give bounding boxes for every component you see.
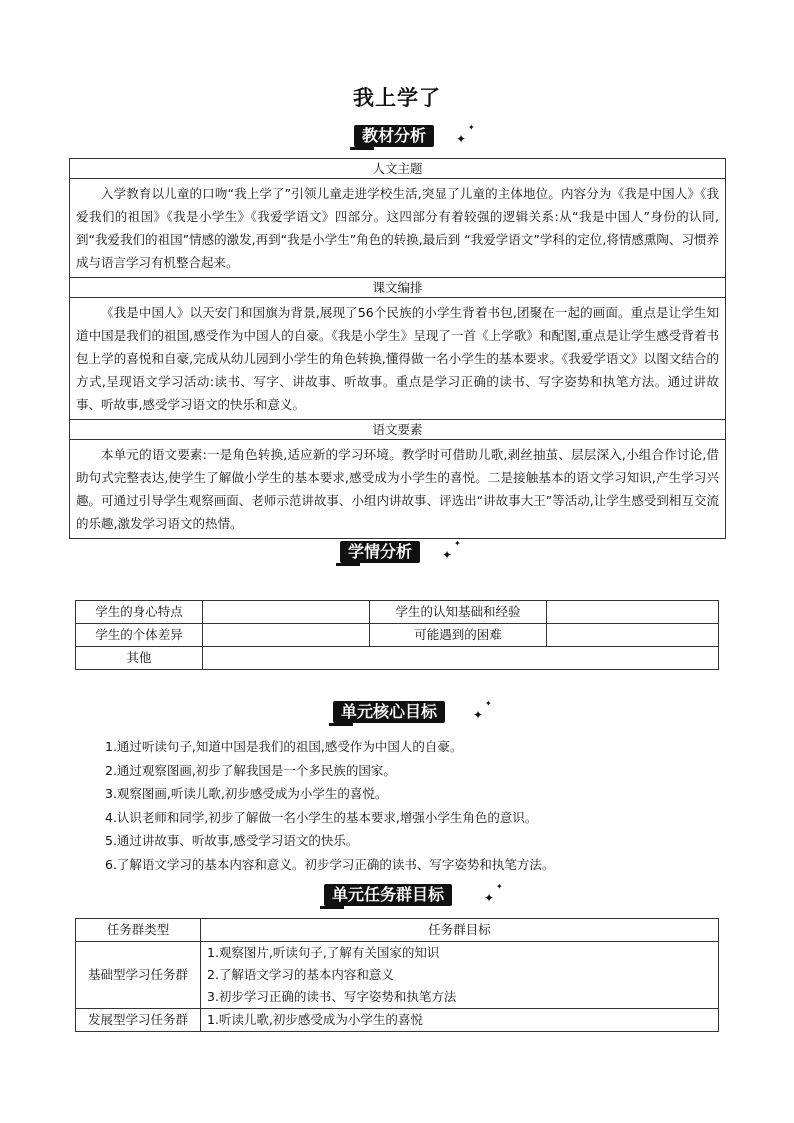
task-goal-item: 1.观察图片,听读句子,了解有关国家的知识 — [207, 945, 440, 960]
banner-underline — [336, 563, 360, 566]
goal-item: 5.通过讲故事、听故事,感受学习语文的快乐。 — [105, 833, 359, 849]
section-banner-core-goals — [333, 701, 493, 727]
task-goals-table — [75, 918, 719, 1032]
sparkle-icon: ✦ — [485, 699, 492, 708]
banner-underline — [320, 906, 344, 909]
sparkle-icon: ✦ — [473, 708, 484, 722]
learner-cell-label: 学生的认知基础和经验 — [370, 601, 547, 624]
learner-cell-value — [203, 647, 719, 670]
task-header-goal: 任务群目标 — [201, 919, 719, 942]
section-banner-label: 单元核心目标 — [333, 701, 445, 723]
core-goals-list — [105, 737, 554, 879]
learner-analysis-table — [75, 600, 719, 670]
section-banner-label: 教材分析 — [354, 125, 434, 147]
learner-cell-value — [547, 624, 719, 647]
goal-item: 1.通过听读句子,知道中国是我们的祖国,感受作为中国人的自豪。 — [105, 739, 463, 754]
goal-item: 2.通过观察图画,初步了解我国是一个多民族的国家。 — [105, 762, 396, 778]
page-title: 我上学了 — [353, 86, 441, 110]
goal-item: 3.观察图画,听读儿歌,初步感受成为小学生的喜悦。 — [105, 786, 388, 802]
task-goal-item: 1.听读儿歌,初步感受成为小学生的喜悦 — [207, 1012, 423, 1027]
sparkle-icon: ✦ — [484, 891, 495, 905]
task-goal-cell — [201, 1009, 719, 1032]
learner-cell-label: 学生的个体差异 — [76, 624, 203, 647]
learner-cell-value — [203, 601, 370, 624]
banner-underline — [350, 147, 374, 150]
analysis-text: 本单元的语文要素:一是角色转换,适应新的学习环境。教学时可借助儿歌,剥丝抽茧、层层深入,小组合作讨论,借助句式完整表达,使学生了解做小学生的基本要求,感受成为小学生的喜悦。二是接触基本的语文学习知识,产生学习兴趣。可通过引导学生观察画面、老师示范讲故事、小组内讲故事、评选出“讲故事大王”等活动,让学生感受到相互交流的乐趣,激发学习语文的热情。 — [70, 440, 726, 539]
task-goal-item: 3.初步学习正确的读书、写字姿势和执笔方法 — [207, 989, 457, 1004]
analysis-text: 《我是中国人》以天安门和国旗为背景,展现了56个民族的小学生背着书包,团聚在一起的画面。重点是让学生知道中国是我们的祖国,感受作为中国人的自豪。《我是小学生》呈现了一首《上学歌》和配图,重点是让学生感受背着书包上学的喜悦和自豪,完成从幼儿园到小学生的角色转换,懂得做一名小学生的基本要求。《我爱学语文》以图文结合的方式,呈现语文学习活动:读书、写字、讲故事、听故事。重点是学习正确的读书、写字姿势和执笔方法。通过讲故事、听故事,感受学习语文的快乐和意义。 — [70, 298, 726, 420]
task-header-type: 任务群类型 — [76, 919, 201, 942]
analysis-heading: 人文主题 — [70, 159, 726, 179]
learner-cell-label: 学生的身心特点 — [76, 601, 203, 624]
analysis-text: 入学教育以儿童的口吻“我上学了”引领儿童走进学校生活,突显了儿童的主体地位。内容分为《我是中国人》《我爱我们的祖国》《我是小学生》《我爱学语文》四部分。这四部分有着较强的逻辑关系:从“我是中国人”身份的认同,到“我爱我们的祖国”情感的激发,再到“我是小学生”角色的转换,最后到 “我爱学语文”学科的定位,将情感熏陶、习惯养成与语言学习有机整合起来。 — [70, 179, 726, 278]
task-type-development: 发展型学习任务群 — [76, 1009, 201, 1032]
section-banner-learner-analysis — [340, 541, 460, 567]
analysis-heading: 语文要素 — [70, 420, 726, 440]
banner-underline — [329, 723, 353, 726]
sparkle-icon: ✦ — [454, 539, 461, 548]
goal-item: 4.认识老师和同学,初步了解做一名小学生的基本要求,增强小学生角色的意识。 — [105, 809, 538, 825]
task-goal-item: 2.了解语文学习的基本内容和意义 — [207, 967, 394, 982]
sparkle-icon: ✦ — [442, 548, 453, 562]
goal-item: 6.了解语文学习的基本内容和意义。初步学习正确的读书、写字姿势和执笔方法。 — [105, 856, 555, 872]
learner-cell-label: 可能遇到的困难 — [370, 624, 547, 647]
section-banner-label: 单元任务群目标 — [324, 884, 452, 906]
learner-cell-value — [203, 624, 370, 647]
sparkle-icon: ✦ — [456, 132, 467, 146]
sparkle-icon: ✦ — [468, 123, 475, 132]
section-banner-task-goals — [324, 884, 504, 910]
section-banner-label: 学情分析 — [340, 541, 420, 563]
learner-cell-label: 其他 — [76, 647, 203, 670]
task-goal-cell — [201, 942, 719, 1009]
sparkle-icon: ✦ — [496, 882, 503, 891]
task-type-basic: 基础型学习任务群 — [76, 942, 201, 1009]
analysis-heading: 课文编排 — [70, 278, 726, 298]
section-banner-textbook-analysis — [354, 125, 474, 151]
learner-cell-value — [547, 601, 719, 624]
textbook-analysis-table — [69, 158, 726, 539]
